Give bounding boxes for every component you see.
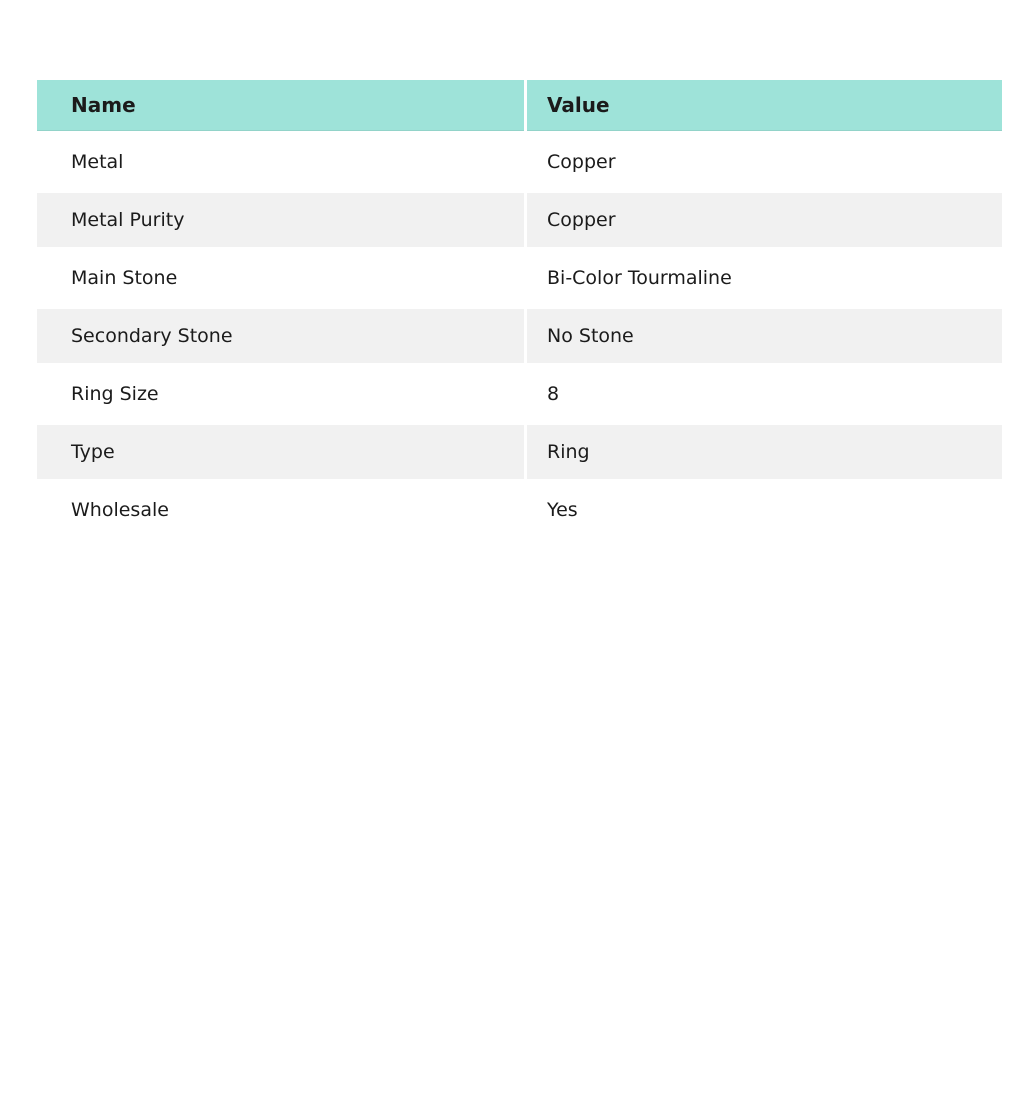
attribute-value-cell: Ring [527, 425, 1002, 479]
attribute-name-cell: Main Stone [37, 251, 524, 305]
attribute-name-cell: Metal Purity [37, 193, 524, 247]
attribute-value-cell: Copper [527, 135, 1002, 189]
table-header [37, 80, 1002, 131]
attribute-name-cell: Ring Size [37, 367, 524, 421]
attribute-value-cell: No Stone [527, 309, 1002, 363]
header-row [37, 80, 1002, 131]
table-row [37, 135, 1002, 189]
attribute-name-cell: Type [37, 425, 524, 479]
table-row [37, 251, 1002, 305]
attribute-value-cell: 8 [527, 367, 1002, 421]
table-row [37, 367, 1002, 421]
attribute-name-cell: Metal [37, 135, 524, 189]
attribute-value-cell: Copper [527, 193, 1002, 247]
table-body [37, 135, 1002, 537]
attribute-value-cell: Bi-Color Tourmaline [527, 251, 1002, 305]
attribute-name-cell: Secondary Stone [37, 309, 524, 363]
attribute-name-cell: Wholesale [37, 483, 524, 537]
column-header-value: Value [527, 80, 1002, 131]
table-row [37, 483, 1002, 537]
table-row [37, 193, 1002, 247]
table-row [37, 425, 1002, 479]
attribute-value-cell: Yes [527, 483, 1002, 537]
column-header-name: Name [37, 80, 524, 131]
table-row [37, 309, 1002, 363]
product-attributes-table [34, 76, 1005, 541]
